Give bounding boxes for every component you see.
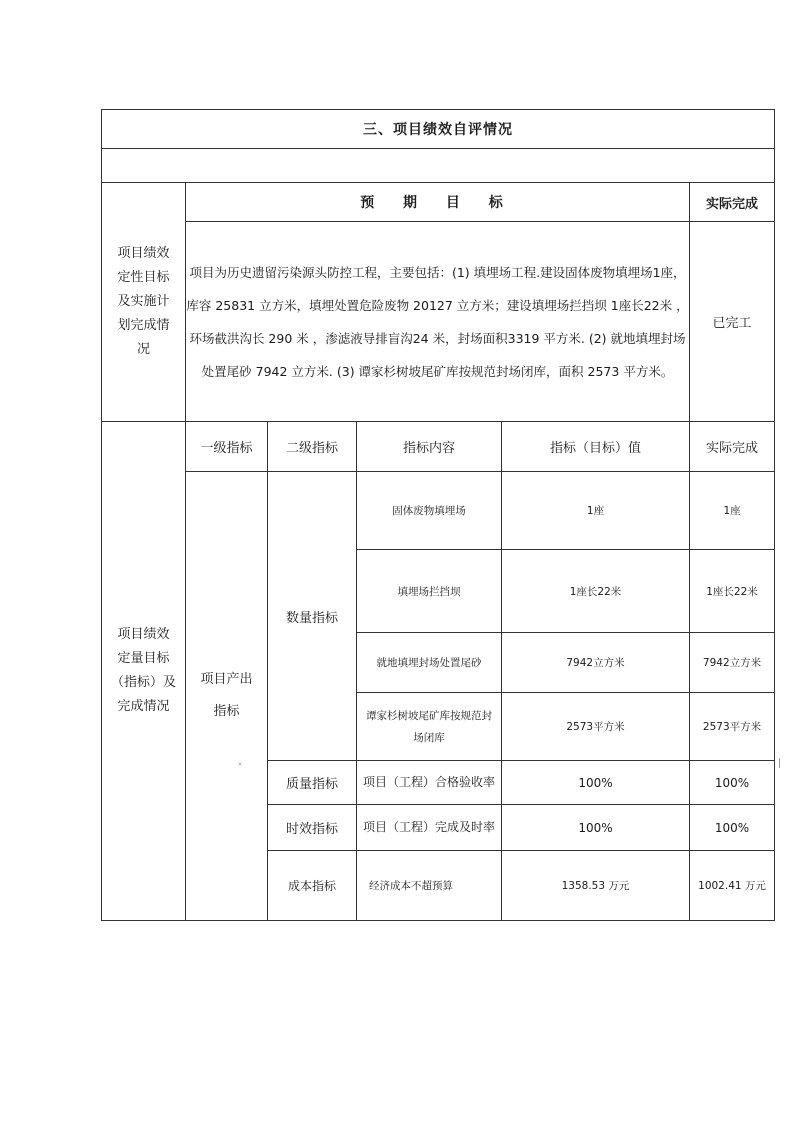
expected-target-header: 预 期 目 标 xyxy=(186,183,690,222)
level1-output-indicator xyxy=(186,472,268,921)
performance-table xyxy=(101,109,775,921)
row-target: 1座长22米 xyxy=(502,550,690,633)
row-content: 项目（工程）合格验收率 xyxy=(357,761,502,805)
blank-row xyxy=(102,149,775,183)
qualitative-label-line: 及实施计 xyxy=(117,294,170,309)
group-quantity: 数量指标 xyxy=(268,472,357,761)
header-target: 指标（目标）值 xyxy=(502,422,690,472)
row-content: 谭家杉树坡尾矿库按规范封场闭库 xyxy=(357,693,502,761)
project-description: 项目为历史遗留污染源头防控工程，主要包括：(1) 填埋场工程.建设固体废物填埋场1座，库容 25831 立方米，填埋处置危险废物 20127 立方米；建设填埋场拦挡坝 1座长22米 ，环场截洪沟长 290 米 ，渗滤液导排盲沟24 米，封场面积3319 平方米. (2) 就地填埋封场处置尾砂 7942 立方米. (3) 谭家杉树坡尾矿库按规范封场闭库，面积 2573 平方米。 xyxy=(186,222,690,422)
row-actual: 100% xyxy=(690,805,775,851)
header-level1: 一级指标 xyxy=(186,422,268,472)
row-target: 100% xyxy=(502,805,690,851)
quantitative-label-line: 定量目标 xyxy=(117,651,170,666)
level1-line: 指标 xyxy=(213,704,240,719)
quantitative-label xyxy=(102,422,186,921)
row-actual: 100% xyxy=(690,761,775,805)
quantitative-label-line: （指标）及 xyxy=(110,675,176,690)
header-level2: 二级指标 xyxy=(268,422,357,472)
qualitative-label-line: 况 xyxy=(136,342,150,357)
scan-speck xyxy=(779,758,780,768)
scan-speck xyxy=(239,763,241,765)
section-title: 三、项目绩效自评情况 xyxy=(102,110,775,149)
row-content: 就地填埋封场处置尾砂 xyxy=(357,633,502,693)
row-target: 1座 xyxy=(502,472,690,550)
group-cost: 成本指标 xyxy=(268,851,357,921)
group-quality: 质量指标 xyxy=(268,761,357,805)
row-actual: 1座 xyxy=(690,472,775,550)
row-content: 填埋场拦挡坝 xyxy=(357,550,502,633)
row-target: 1358.53 万元 xyxy=(502,851,690,921)
row-actual: 7942立方米 xyxy=(690,633,775,693)
row-actual: 1座长22米 xyxy=(690,550,775,633)
qualitative-label-line: 划完成情 xyxy=(117,318,170,333)
row-target: 2573平方米 xyxy=(502,693,690,761)
row-actual: 1002.41 万元 xyxy=(690,851,775,921)
header-actual: 实际完成 xyxy=(690,422,775,472)
row-actual: 2573平方米 xyxy=(690,693,775,761)
row-target: 7942立方米 xyxy=(502,633,690,693)
quantitative-label-line: 完成情况 xyxy=(117,699,170,714)
row-content: 固体废物填埋场 xyxy=(357,472,502,550)
row-content: 经济成本不超预算 xyxy=(357,851,502,921)
qualitative-actual: 已完工 xyxy=(690,222,775,422)
qualitative-label-line: 项目绩效 xyxy=(117,246,170,261)
quantitative-label-line: 项目绩效 xyxy=(117,627,170,642)
qualitative-label-line: 定性目标 xyxy=(117,270,170,285)
header-content: 指标内容 xyxy=(357,422,502,472)
row-content: 项目（工程）完成及时率 xyxy=(357,805,502,851)
row-target: 100% xyxy=(502,761,690,805)
actual-completion-header: 实际完成 xyxy=(690,183,775,222)
qualitative-label xyxy=(102,183,186,422)
level1-line: 项目产出 xyxy=(200,672,253,687)
group-timeliness: 时效指标 xyxy=(268,805,357,851)
